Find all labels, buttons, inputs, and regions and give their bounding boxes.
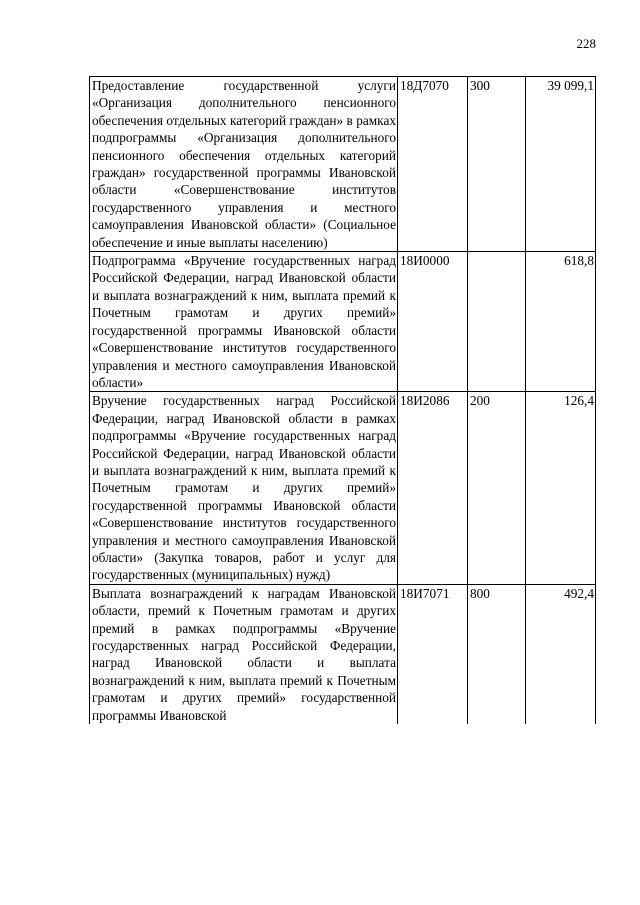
row-amount: 39 099,1 bbox=[526, 77, 596, 252]
row-expense-type: 300 bbox=[468, 77, 526, 252]
table-row bbox=[90, 77, 596, 252]
row-expense-type: 800 bbox=[468, 584, 526, 724]
row-amount: 492,4 bbox=[526, 584, 596, 724]
row-expense-type: 200 bbox=[468, 392, 526, 584]
row-target-code: 18И0000 bbox=[398, 252, 468, 392]
table-row bbox=[90, 392, 596, 584]
row-amount: 126,4 bbox=[526, 392, 596, 584]
page-number: 228 bbox=[576, 36, 596, 51]
row-name: Предоставление государственной услуги «Организация дополнительного пенсионного обеспечения отдельных категорий граждан» в рамках подпрограммы «Организация дополнительного пенсионного обеспечения отдельных категорий граждан» государственной программы Ивановской области «Совершенствование институтов государственного управления и местного самоуправления Ивановской области» (Социальное обеспечение и иные выплаты населению) bbox=[90, 77, 398, 252]
row-expense-type bbox=[468, 252, 526, 392]
row-name: Подпрограмма «Вручение государственных наград Российской Федерации, наград Ивановской области и выплата вознаграждений к ним, выплата премий к Почетным грамотам и других премий» государственной программы Ивановской области «Совершенствование институтов государственного управления и местного самоуправления Ивановской области» bbox=[90, 252, 398, 392]
budget-table bbox=[89, 76, 596, 724]
row-target-code: 18И2086 bbox=[398, 392, 468, 584]
row-name: Выплата вознаграждений к наградам Ивановской области, премий к Почетным грамотам и других премий в рамках подпрограммы «Вручение государственных наград Российской Федерации, наград Ивановской области и выплата вознаграждений к ним, выплата премий к Почетным грамотам и других премий» государственной программы Ивановской bbox=[90, 584, 398, 724]
table-row bbox=[90, 252, 596, 392]
row-name: Вручение государственных наград Российской Федерации, наград Ивановской области в рамках подпрограммы «Вручение государственных наград Российской Федерации, наград Ивановской области и выплата вознаграждений к ним, выплата премий к Почетным грамотам и других премий» государственной программы Ивановской области «Совершенствование институтов государственного управления и местного самоуправления Ивановской области» (Закупка товаров, работ и услуг для государственных (муниципальных) нужд) bbox=[90, 392, 398, 584]
row-target-code: 18Д7070 bbox=[398, 77, 468, 252]
row-amount: 618,8 bbox=[526, 252, 596, 392]
row-target-code: 18И7071 bbox=[398, 584, 468, 724]
table-row bbox=[90, 584, 596, 724]
